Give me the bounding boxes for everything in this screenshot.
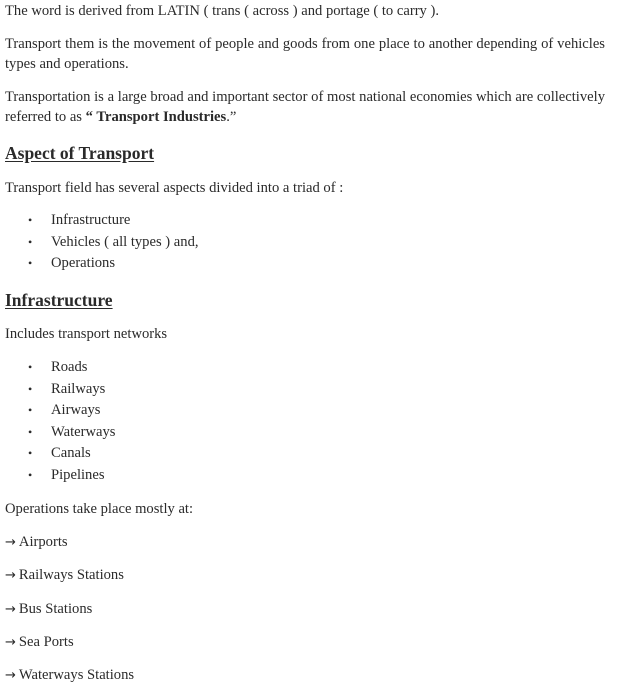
list-item xyxy=(5,565,134,598)
list-item-label: Waterways xyxy=(51,423,116,440)
infrastructure-heading: Infrastructure xyxy=(5,290,113,310)
list-item xyxy=(5,665,134,698)
bullet-icon: • xyxy=(28,467,33,482)
list-item xyxy=(5,400,115,422)
aspect-list xyxy=(5,210,199,275)
list-item xyxy=(5,253,199,275)
list-item xyxy=(5,465,115,487)
aspect-heading: Aspect of Transport xyxy=(5,143,155,163)
list-item-label: Roads xyxy=(51,359,88,375)
sector-bold-term: Transport Industries xyxy=(96,109,227,125)
list-item-label: Waterways Stations xyxy=(18,667,135,684)
bullet-icon: • xyxy=(28,360,33,374)
sector-quote-open: “ xyxy=(85,109,97,125)
list-item-label: Canals xyxy=(51,445,91,461)
arrow-right-icon: → xyxy=(5,601,16,617)
arrow-right-icon: → xyxy=(5,634,16,650)
list-item-label: Sea Ports xyxy=(18,633,74,650)
arrow-right-icon: → xyxy=(5,568,16,584)
list-item xyxy=(5,379,115,401)
operations-list xyxy=(5,532,134,698)
list-item xyxy=(5,357,115,379)
list-item-label: Vehicles ( all types ) and, xyxy=(51,233,199,250)
list-item-label: Railways Stations xyxy=(18,567,124,584)
list-item xyxy=(5,532,134,565)
list-item xyxy=(5,443,115,465)
list-item-label: Bus Stations xyxy=(18,600,93,617)
bullet-icon: • xyxy=(28,424,33,439)
sector-quote-close: .” xyxy=(226,109,237,125)
list-item xyxy=(5,422,115,444)
bullet-icon: • xyxy=(28,256,33,270)
infrastructure-lead: Includes transport networks xyxy=(5,326,168,342)
list-item-label: Infrastructure xyxy=(51,212,131,228)
arrow-right-icon: → xyxy=(5,535,16,550)
bullet-icon: • xyxy=(28,381,33,396)
etymology-paragraph: The word is derived from LATIN ( trans ( across ) and portage ( to carry ). xyxy=(5,3,440,19)
sector-text: Transportation is a large broad and important sector of most national economies which are collectively referred to as xyxy=(5,89,605,125)
list-item-label: Operations xyxy=(51,255,116,271)
bullet-icon: • xyxy=(28,213,33,227)
sector-paragraph xyxy=(5,87,605,127)
list-item xyxy=(5,210,199,232)
definition-paragraph: Transport them is the movement of people and goods from one place to another depending of vehicles types and operations. xyxy=(5,36,605,72)
list-item xyxy=(5,599,134,632)
list-item xyxy=(5,232,199,254)
bullet-icon: • xyxy=(28,403,33,417)
list-item-label: Airports xyxy=(18,534,68,550)
operations-lead: Operations take place mostly at: xyxy=(5,501,194,517)
list-item-label: Railways xyxy=(51,380,106,397)
list-item-label: Pipelines xyxy=(51,466,105,483)
aspect-lead: Transport field has several aspects divided into a triad of : xyxy=(5,180,344,196)
arrow-right-icon: → xyxy=(5,668,16,684)
bullet-icon: • xyxy=(28,446,33,460)
infrastructure-list xyxy=(5,357,115,486)
list-item-label: Airways xyxy=(51,402,101,418)
bullet-icon: • xyxy=(28,234,33,249)
list-item xyxy=(5,632,134,665)
